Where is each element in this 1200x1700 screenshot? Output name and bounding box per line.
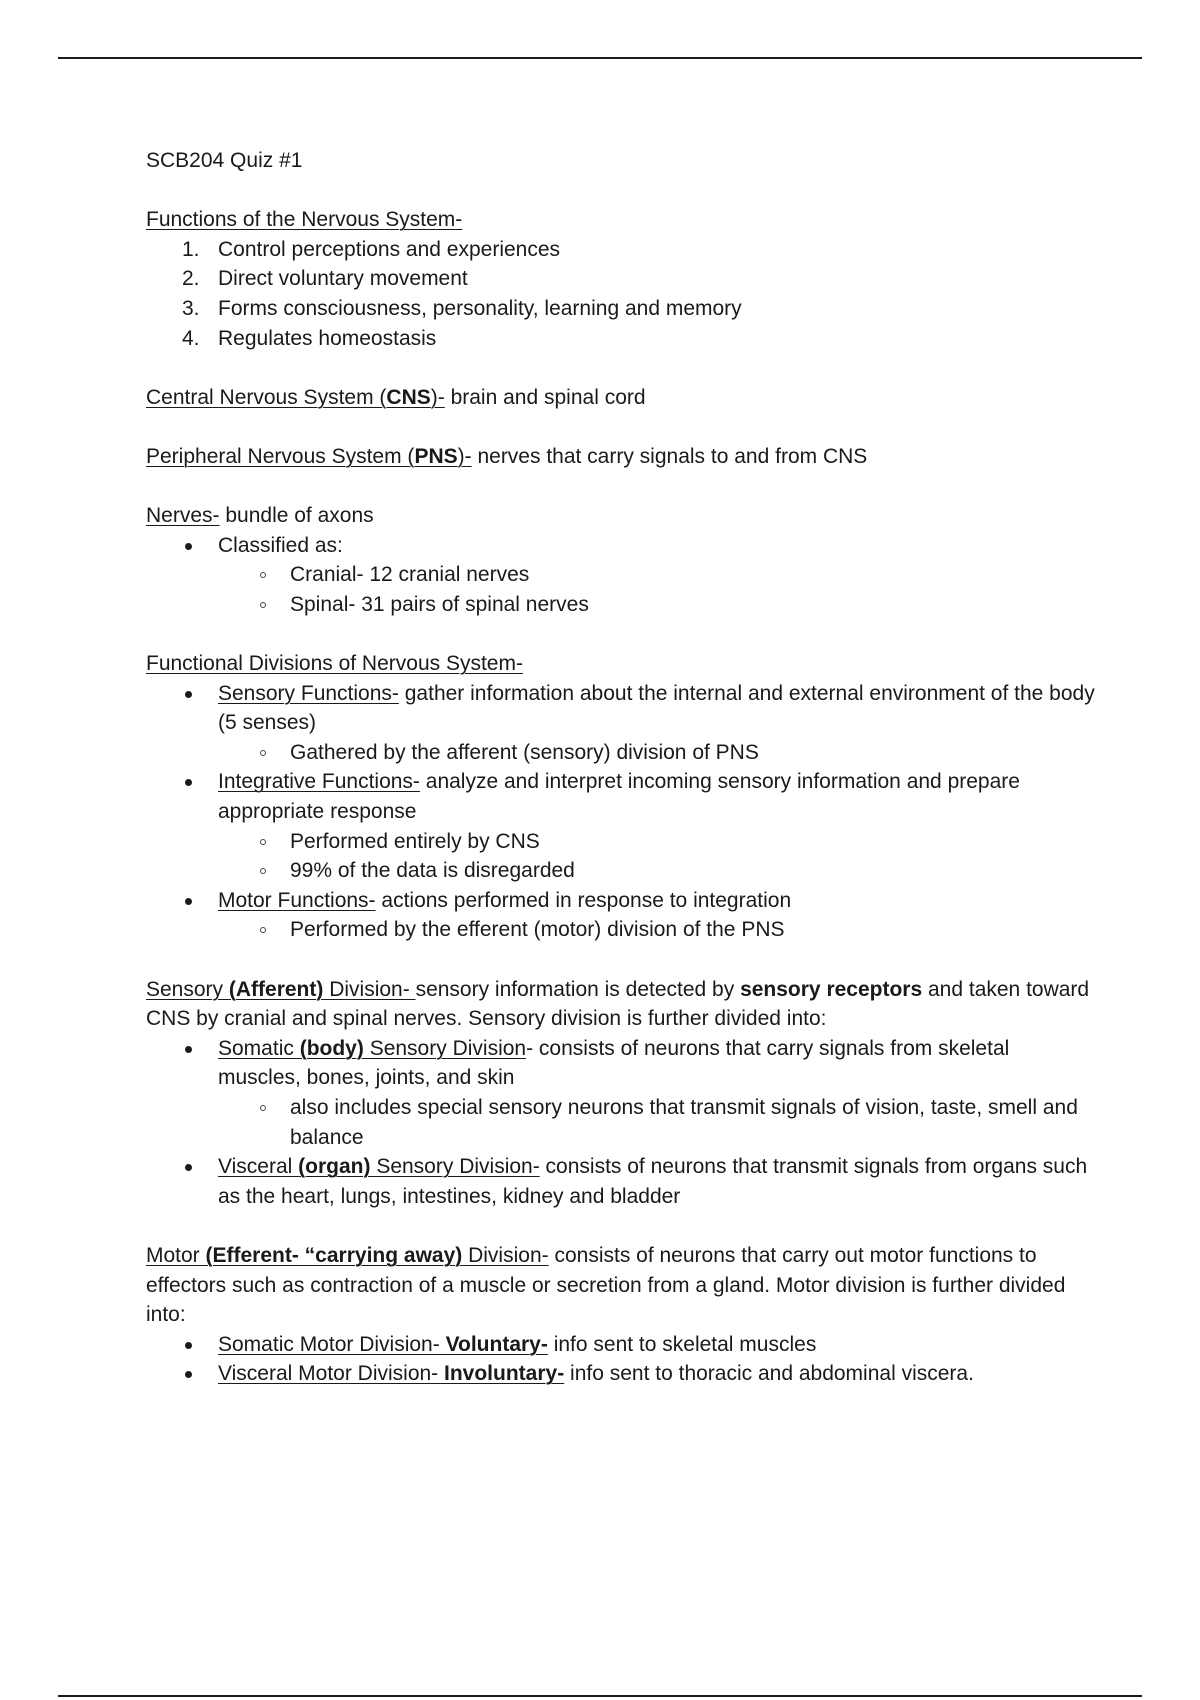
item-text: Performed by the efferent (motor) division of the PNS [290, 918, 785, 942]
bullet-icon [185, 1164, 192, 1171]
item-text: info sent to skeletal muscles [547, 1332, 817, 1356]
item-term: Integrative Functions- [218, 770, 420, 794]
list-item [146, 264, 1096, 294]
nerves-list [146, 531, 1096, 620]
circle-bullet-icon [260, 602, 266, 608]
list-item [146, 294, 1096, 324]
list-item [146, 1359, 1096, 1389]
circle-bullet-icon [260, 1105, 266, 1111]
header-rule [58, 57, 1142, 59]
item-text: Direct voluntary movement [218, 267, 468, 291]
item-term: Somatic Motor Division- Voluntary- [218, 1332, 548, 1356]
bullet-icon [185, 691, 192, 698]
item-text: Spinal- 31 pairs of spinal nerves [290, 592, 589, 616]
item-number: 3. [182, 296, 200, 320]
circle-bullet-icon [260, 927, 266, 933]
item-text: Regulates homeostasis [218, 326, 437, 350]
item-term: Somatic (body) Sensory Division [218, 1036, 527, 1060]
bullet-icon [185, 1046, 192, 1053]
circle-bullet-icon [260, 839, 266, 845]
item-text: actions performed in response to integration [375, 888, 792, 912]
bullet-icon [185, 898, 192, 905]
item-text: Control perceptions and experiences [218, 237, 561, 261]
pns-desc: nerves that carry signals to and from CNS [471, 444, 868, 468]
item-text: Forms consciousness, personality, learning and memory [218, 296, 742, 320]
sub-list-item [218, 1093, 1096, 1152]
cns-term: Central Nervous System (CNS)- [146, 385, 445, 409]
item-text: - consists of neurons that carry signals from skeletal muscles, bones, joints, and skin [218, 1036, 1010, 1090]
afferent-list [146, 1034, 1096, 1212]
bullet-icon [185, 543, 192, 550]
nerves-desc: bundle of axons [219, 504, 374, 528]
sub-list-item [218, 738, 1096, 768]
nerves-definition [146, 501, 1096, 531]
item-text: consists of neurons that transmit signals from organs such as the heart, lungs, intestines, kidney and bladder [218, 1155, 1088, 1208]
list-item [146, 1152, 1096, 1211]
list-item [146, 531, 1096, 620]
footer-rule [58, 1695, 1142, 1697]
bullet-icon [185, 1342, 192, 1349]
cns-definition [146, 383, 1096, 413]
item-number: 1. [182, 237, 200, 261]
item-text: 99% of the data is disregarded [290, 859, 575, 883]
item-term: Motor Functions- [218, 888, 376, 912]
list-item [146, 679, 1096, 768]
item-text: analyze and interpret incoming sensory information and prepare appropriate response [218, 770, 1020, 824]
cns-desc: brain and spinal cord [444, 385, 646, 409]
item-text: Cranial- 12 cranial nerves [290, 563, 530, 587]
efferent-term: Motor (Efferent- “carrying away) Division- [146, 1243, 549, 1267]
circle-bullet-icon [260, 750, 266, 756]
divisions-heading: Functional Divisions of Nervous System- [146, 652, 523, 676]
item-text: info sent to thoracic and abdominal viscera. [564, 1362, 974, 1386]
item-text: Performed entirely by CNS [290, 829, 540, 853]
item-text: gather information about the internal and external environment of the body (5 senses) [218, 681, 1095, 735]
pns-definition [146, 442, 1096, 472]
item-text: also includes special sensory neurons that transmit signals of vision, taste, smell and balance [290, 1096, 1078, 1149]
circle-bullet-icon [260, 868, 266, 874]
sub-list-item [218, 856, 1096, 886]
sub-list-item [218, 590, 1096, 620]
afferent-definition: Sensory (Afferent) Division- sensory information is detected by sensory receptors and taken toward CNS by cranial and spinal nerves. Sensory division is further divided into: [146, 977, 1090, 1031]
functions-heading: Functions of the Nervous System- [146, 208, 463, 232]
efferent-list [146, 1330, 1096, 1389]
sub-list-item [218, 915, 1096, 945]
bullet-icon [185, 1371, 192, 1378]
list-item [146, 1330, 1096, 1360]
functions-list [146, 235, 1096, 353]
divisions-list [146, 679, 1096, 945]
doc-title: SCB204 Quiz #1 [146, 149, 303, 172]
item-text: Classified as: [218, 533, 343, 557]
sub-list-item [218, 827, 1096, 857]
afferent-term: Sensory (Afferent) Division- [146, 977, 416, 1001]
bullet-icon [185, 779, 192, 786]
pns-term: Peripheral Nervous System (PNS)- [146, 444, 472, 468]
item-term: Visceral (organ) Sensory Division- [218, 1155, 540, 1179]
list-item [146, 886, 1096, 945]
efferent-definition: Motor (Efferent- “carrying away) Division- consists of neurons that carry out motor functions to effectors such as contraction of a muscle or secretion from a gland. Motor division is further divided into: [146, 1243, 1066, 1327]
circle-bullet-icon [260, 572, 266, 578]
nerves-term: Nerves- [146, 504, 220, 528]
list-item [146, 235, 1096, 265]
list-item [146, 324, 1096, 354]
document-body [146, 146, 1096, 1389]
item-term: Sensory Functions- [218, 681, 399, 705]
sub-list-item [218, 560, 1096, 590]
item-term: Visceral Motor Division- Involuntary- [218, 1362, 565, 1386]
item-number: 2. [182, 267, 200, 291]
list-item [146, 1034, 1096, 1152]
item-number: 4. [182, 326, 200, 350]
item-text: Gathered by the afferent (sensory) division of PNS [290, 740, 759, 764]
list-item [146, 767, 1096, 885]
